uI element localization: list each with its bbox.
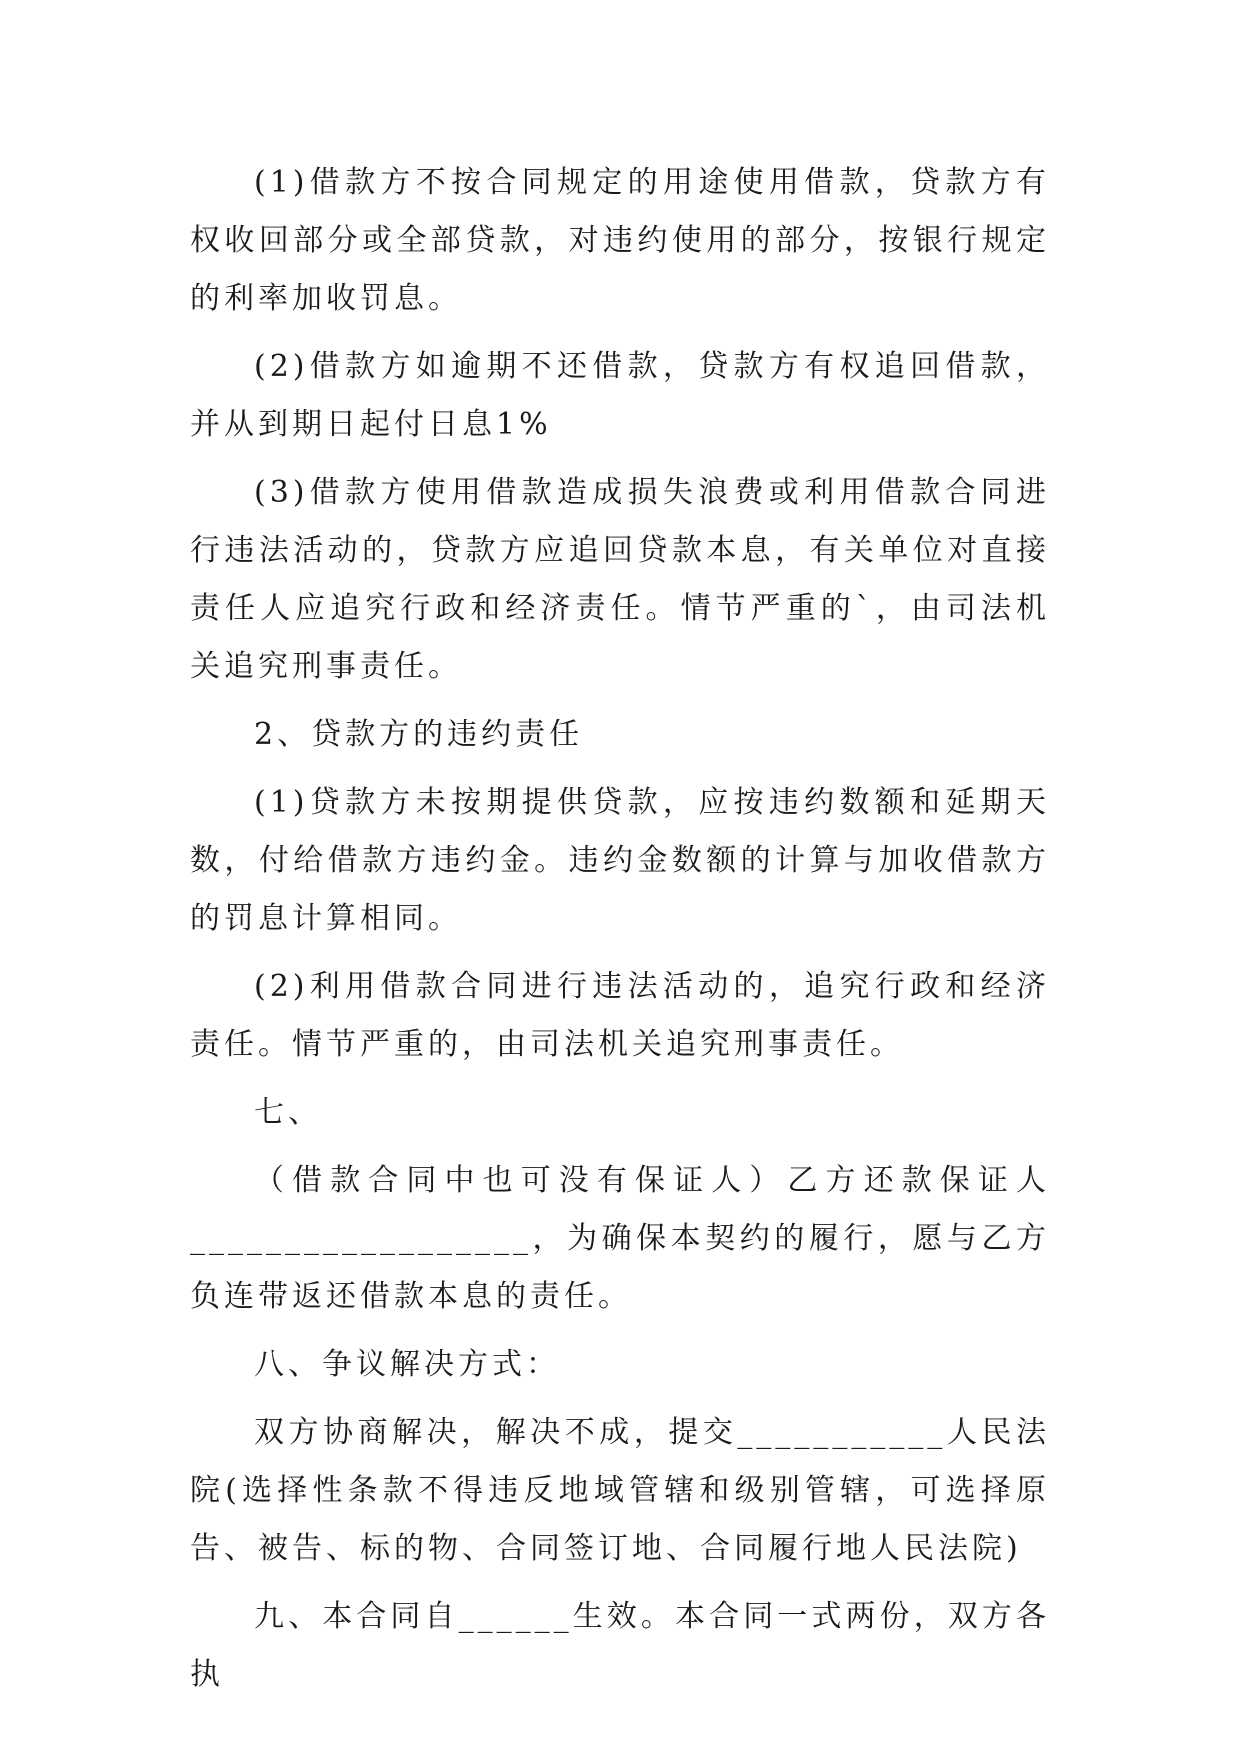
paragraph-illegal-use: (2)利用借款合同进行违法活动的，追究行政和经济责任。情节严重的，由司法机关追究刑事责任。 <box>190 969 1050 1062</box>
paragraph-dispute-court: 双方协商解决，解决不成，提交___________人民法院(选择性条款不得违反地域管辖和级别管辖，可选择原告、被告、标的物、合同签订地、合同履行地人民法院) <box>190 1415 1050 1566</box>
document-body <box>190 154 1050 1704</box>
heading-section-seven: 七、 <box>254 1095 322 1130</box>
heading-dispute-resolution: 八、争议解决方式： <box>254 1347 560 1382</box>
paragraph-borrower-misuse: (1)借款方不按合同规定的用途使用借款，贷款方有权收回部分或全部贷款，对违约使用的部分，按银行规定的利率加收罚息。 <box>190 165 1050 316</box>
paragraph-borrower-overdue: (2)借款方如逾期不还借款，贷款方有权追回借款，并从到期日起付日息1% <box>190 349 1050 442</box>
paragraph-borrower-loss: (3)借款方使用借款造成损失浪费或利用借款合同进行违法活动的，贷款方应追回贷款本息，有关单位对直接责任人应追究行政和经济责任。情节严重的`，由司法机关追究刑事责任。 <box>190 475 1050 684</box>
heading-lender-liability: 2、贷款方的违约责任 <box>254 717 584 752</box>
paragraph-lender-late: (1)贷款方未按期提供贷款，应按违约数额和延期天数，付给借款方违约金。违约金数额的计算与加收借款方的罚息计算相同。 <box>190 785 1050 936</box>
paragraph-effective-date: 九、本合同自______生效。本合同一式两份，双方各执 <box>190 1599 1050 1692</box>
paragraph-guarantor: （借款合同中也可没有保证人）乙方还款保证人__________________，为确保本契约的履行，愿与乙方负连带返还借款本息的责任。 <box>190 1163 1050 1314</box>
